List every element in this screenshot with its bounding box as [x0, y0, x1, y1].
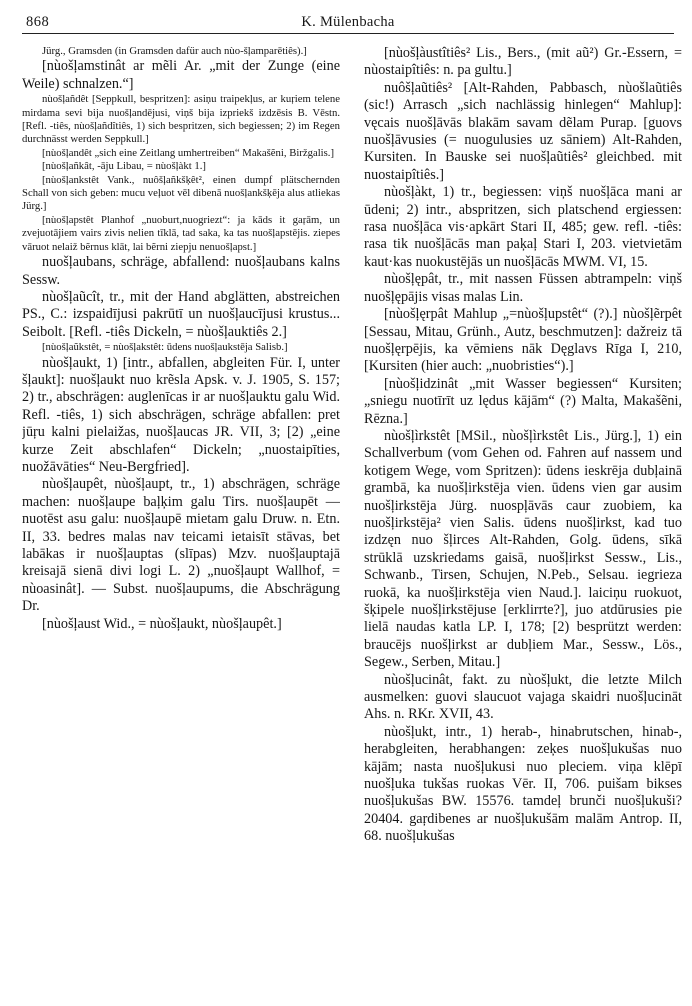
- dictionary-entry: nùošļępât, tr., mit nassen Füssen abtrampeln: viņš nuošļępājis visas malas Lin.: [364, 271, 682, 305]
- page-number: 868: [26, 14, 50, 30]
- page-header: [22, 12, 674, 38]
- right-column: [364, 45, 682, 993]
- header-rule: [22, 33, 674, 34]
- dictionary-entry: nùošļàkt, 1) tr., begiessen: viņš nuošļāca mani ar ūdeni; 2) intr., abspritzen, sich platschend ergiessen: rasa nuošļāca vis·apkārt Stari II, 485; gew. refl. -tiês: rasa tik nuošļācās man paķaļ Stari I, 203. vietvietām kaut·kas nuokustējās un nuošļācās MWM. VI, 15.: [364, 184, 682, 270]
- dictionary-entry: nùošļaũcît, tr., mit der Hand abglätten, abstreichen PS., C.: izspaidījusi pakrūtī un nuošļaucījusi krustus... Seibolt. [Refl. -tiês Dickeln, = nùošļauktiês 2.]: [22, 288, 340, 340]
- dictionary-entry: nùošļucinât, fakt. zu nùošļukt, die letzte Milch ausmelken: guovi slaucuot vajaga skaidri nuošļucināt Ahs. n. RKr. XVII, 43.: [364, 671, 682, 723]
- dictionary-entry: Jürg., Gramsden (in Gramsden dafür auch nùo-šļamparētiês).]: [42, 45, 307, 57]
- dictionary-entry: nùošļañdêt [Seppkull, bespritzen]: asiņu traipekļus, ar kuŗiem telene mirdama sevi bija nuošļandējusi, viņš bija izpriekš izdzēsis B. Vēstn. [Refl. -tiês, nùošļañdîtiês, 1) sich bespritzen, sich begiessen; 2) im Regen durchnässt werden Seppkull.]: [22, 93, 340, 146]
- dictionary-entry: [nùošļàustîtiês² Lis., Bers., (mit aũ²) Gr.-Essern, = nùostaipîtiês: n. pa gultu.]: [364, 45, 682, 79]
- dictionary-entry: [nùošļañkât, -āju Libau, = nùošļàkt 1.]: [42, 160, 206, 173]
- dictionary-entry: [nùošļandêt „sich eine Zeitlang umhertreiben“ Makašẽni, Biržgalis.]: [42, 146, 335, 159]
- dictionary-entry: [nùošļaust Wid., = nùošļaukt, nùošļaupêt.]: [42, 615, 282, 632]
- dictionary-entry: [nùošļaũkstêt, = nùošļakstêt: ūdens nuošļaukstēja Salisb.]: [42, 341, 288, 354]
- dictionary-entry: nuošļaubans, schräge, abfallend: nuošļaubans kalns Sessw.: [22, 254, 340, 288]
- dictionary-entry: nùošļìrkstêt [MSil., nùošļìrkstêt Lis., Jürg.], 1) ein Schallverbum (vom Gehen od. Fahren auf nassem und kotigem Wege, vom Spritzen): ūdens ieskrēja dubļainā grambā, ka nuošļirkstēja vien. ūdens vien gar ausim nuošļirkstēja Jürg. nuospļāvās caur zuobiem, ka nuošļirkstēja² vien Salis. ūdens nuošļirkst, kad tuo izdzęn nuo šļirces Alt-Rahden, Golg. ūdens, sīkā strūklā uzskriedams gaisā, nuošļirkst Sessw., Lis., Schwanb., Tirsen, Schujen, N.Peb., Selsau. iegrieza ruokā, ka nuošļirkstēja vien Naud.]. laiciņu ruokuot, šķipele nuošļirkstējuse [erklirrte?], juo atdūrusies pie lielā naudas katla LP. I, 178; [2) besprützt werden: braucējs nuošļirkst ar dubļiem Mar., Sessw., Lös., Segew., Serben, Mitau.]: [364, 427, 682, 671]
- dictionary-entry: nùošļukt, intr., 1) herab-, hinabrutschen, hinab-, herabgleiten, herabhangen: zeķes nuošļukušas nuo kājām; nasta nuošļukusi nuo pleciem. viņa klēpī nuošļuka tukšas ruokas Vēr. II, 706. puišam bikses nuošļukušas BW. 15576. tamdeļ brunči nuošļukuši? 20404. gaŗdibenes ar nuošļukušām malām Antrop. II, 68. nuošļukušas: [364, 723, 682, 845]
- dictionary-entry: [nùošļamstinât ar mẽli Ar. „mit der Zunge (eine Weile) schnalzen.“]: [22, 58, 340, 92]
- left-column: [22, 45, 340, 993]
- running-title: K. Mülenbacha: [301, 14, 395, 30]
- dictionary-entry: [nùošļęrpât Mahlup „=nùošļupstêt“ (?).] nùošļẽrpêt [Sessau, Mitau, Grünh., Autz, beschmutzen]: dažreiz tā nuošļęrpējis, ka vēmiens nāk Dęglavs Rīga I, 210, [Kursiten (hier auch: „nuobristies“).]: [364, 306, 682, 375]
- dictionary-entry: [nùošļapstêt Planhof „nuoburt,nuogriezt“: ja kāds it gaŗām, un zvejuotājiem vairs zivis nelien tīklā, tad saka, ka tas nuošļapstējis. ziepes vāruot nelaiž bẽrnus klāt, lai bẽrni ziepju nenuošļapst.]: [22, 213, 340, 253]
- dictionary-entry: nùošļaupêt, nùošļaupt, tr., 1) abschrägen, schräge machen: nuošļaupe baļķim galu Tirs. nuošļaupēt — nuotēst asu galu: nuošļaupē mietam galu Druw. n. Etn. II, 33. bedres malas nav teicami ietaisīt stāvas, bet labākas ir nuošļauptas (slīpas) Mzv. nuošļauptajā kreisajā sienā divi logi L. 2) „nuošļaupt Wallhof, = nùoasinât]. — Subst. nuošļaupums, die Abschrägung Dr.: [22, 476, 340, 615]
- dictionary-entry: nùošļaukt, 1) [intr., abfallen, abgleiten Für. I, unter šļaukt]: nuošļaukt nuo krẽsla Apsk. v. J. 1905, S. 157; 2) tr., abschrägen: auglenīcas ir ar nuošļauktu galu Wid. Refl. -tiês, 1) sich abschrägen, schräge abfallen: pret jūŗu kalni pielaižas, nuošļaucas JR. VII, 3; [2) „eine kurze Zeit abschlafen“ Dickeln; „nuostaipīties, nuožāvāties“ Neu-Bergfried].: [22, 354, 340, 475]
- dictionary-entry: [nùošļankstêt Vank., nuôšļañkšķêt², einen dumpf plätschernden Schall von sich geben: mucu veļuot vēl dibenā nuošļankšķēja alus atliekas Jürg.]: [22, 173, 340, 213]
- dictionary-entry: [nùošļidzinât „mit Wasser begiessen“ Kursiten; „sniegu nuotīrīt uz lędus kājām“ (?) Malta, Makašẽni, Rēzna.]: [364, 375, 682, 427]
- dictionary-entry: nuôšļaũtiês² [Alt-Rahden, Pabbasch, nùošlaũtiês (sic!) Arrasch „sich nachlässig hinlegen“ Mahlup]: vęcais nuošļāvās blakām savam dẽlam Purap. [guovs nuošļāvusies (= nuogulusies uz sāniem) Alt-Rahden, Kursiten. In Bauske sei nuošļaũtiês² gleichbed. mit nuostaipîtiês.]: [364, 79, 682, 183]
